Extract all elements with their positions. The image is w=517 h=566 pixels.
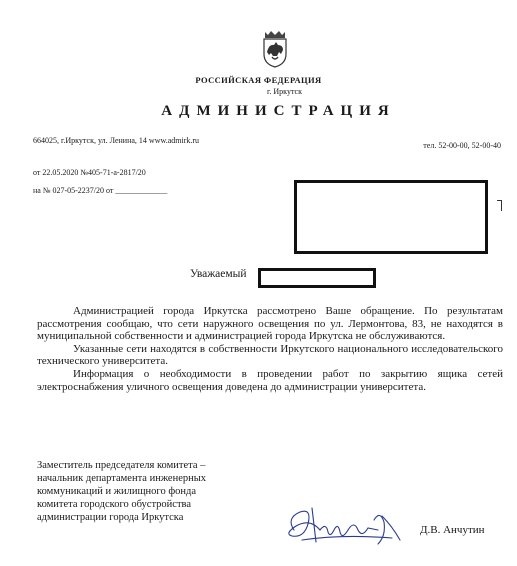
letterhead-city: г. Иркутск [267, 87, 302, 96]
signatory-name: Д.В. Анчутин [420, 524, 485, 536]
redacted-recipient-name [258, 268, 376, 288]
handwritten-signature-icon [282, 500, 407, 550]
irkutsk-coat-of-arms-icon [262, 30, 288, 68]
outgoing-reference: от 22.05.2020 №405-71-а-2817/20 [33, 168, 146, 177]
corner-mark [497, 200, 502, 211]
body-paragraph: Информация о необходимости в проведении работ по закрытию ящика сетей электроснабжения уличного освещения доведена до администрации университета. [37, 367, 503, 393]
letterhead-country: РОССИЙСКАЯ ФЕДЕРАЦИЯ [195, 75, 322, 85]
letterhead-phones: тел. 52-00-00, 52-00-40 [423, 141, 501, 150]
body-paragraph: Администрацией города Иркутска рассмотрено Ваше обращение. По результатам рассмотрения сообщаю, что сети наружного освещения по ул. Лермонтова, 83, не находятся в муниципальной собственности и администрацией города Иркутска не обслуживаются. [37, 305, 503, 343]
signatory-position: Заместитель председателя комитета – начальник департамента инженерных коммуникаций и жилищного фонда комитета городского обустройства администрации города Иркутска [37, 460, 207, 523]
body-paragraph: Указанные сети находятся в собственности Иркутского национального исследовательского технического университета. [37, 342, 503, 368]
letterhead-title: АДМИНИСТРАЦИЯ [161, 103, 396, 119]
redacted-recipient-block [294, 180, 488, 254]
letter-body [37, 305, 503, 393]
incoming-reference: на № 027-05-2237/20 от _____________ [33, 186, 168, 195]
greeting: Уважаемый [190, 268, 247, 280]
letterhead-address: 664025, г.Иркутск, ул. Ленина, 14 www.admirk.ru [33, 136, 200, 145]
